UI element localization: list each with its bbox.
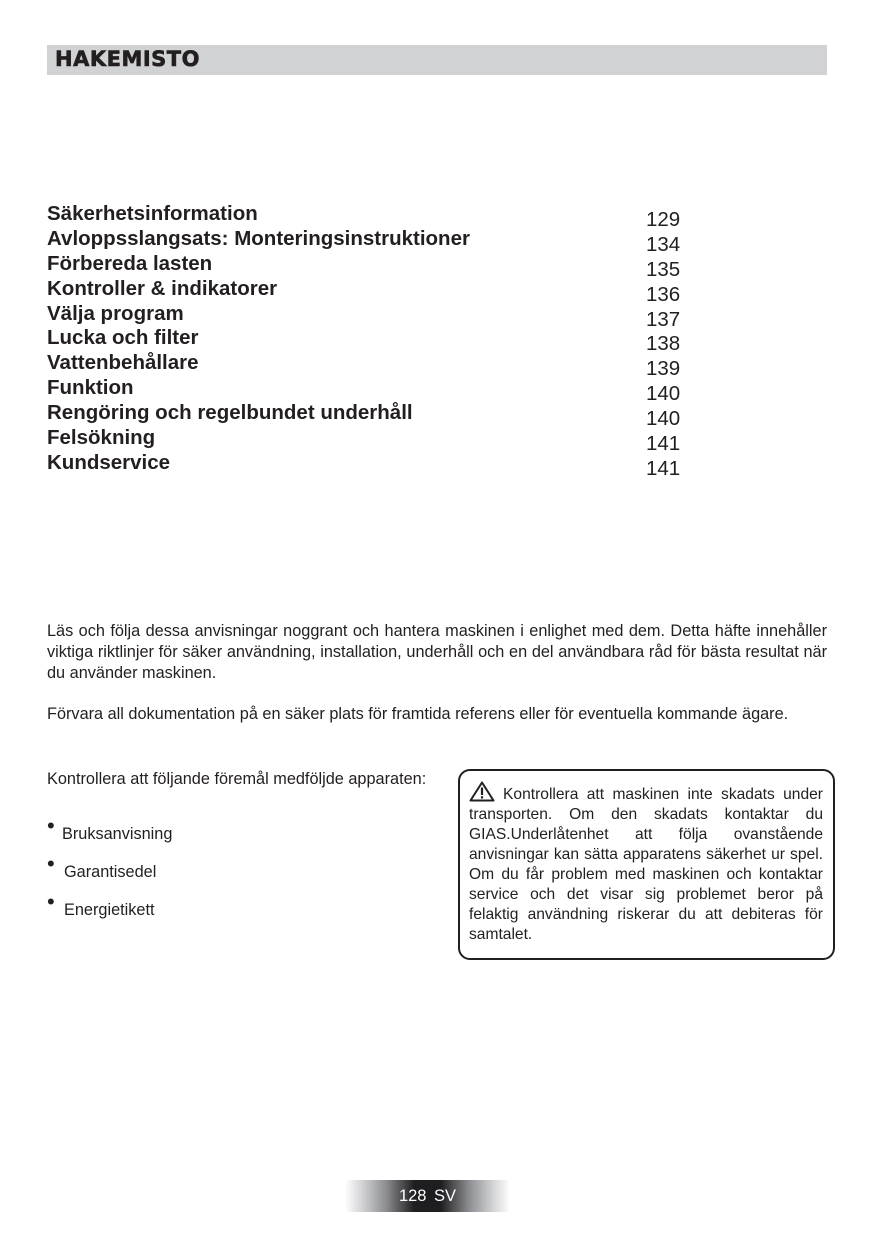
toc-entry-title: Lucka och filter [47, 326, 199, 350]
toc-row[interactable] [47, 450, 747, 480]
toc-entry-page: 141 [646, 456, 681, 480]
list-item [47, 813, 427, 859]
toc-entry-title: Förbereda lasten [47, 251, 213, 275]
table-of-contents [47, 202, 747, 480]
toc-entry-title: Avloppsslangsats: Monteringsinstruktioner [47, 226, 470, 250]
toc-entry-page: 129 [646, 208, 681, 231]
section-header-bar [47, 45, 827, 75]
toc-row[interactable] [47, 326, 747, 356]
toc-row[interactable] [47, 401, 747, 431]
warning-text: Kontrollera att maskinen inte skadats under transporten. Om den skadats kontaktar du GIAS.Underlåtenhet att följa ovanstående anvisningar kan sätta apparatens säkerhet ur spel. Om du får problem med maskinen och kontaktar service och det visar sig problemet beror på felaktig användning riskerar du att debiteras för samtalet. [469, 786, 823, 943]
toc-row[interactable] [47, 226, 747, 256]
toc-entry-title: Funktion [47, 376, 134, 400]
toc-entry-title: Kontroller & indikatorer [47, 276, 278, 300]
toc-entry-title: Rengöring och regelbundet underhåll [47, 401, 413, 425]
list-item [47, 889, 427, 935]
page-number-tab [345, 1180, 510, 1212]
toc-row[interactable] [47, 376, 747, 406]
checklist-intro: Kontrollera att följande föremål medföljde apparaten: [47, 770, 427, 788]
toc-row[interactable] [47, 301, 747, 331]
toc-entry-page: 141 [646, 432, 681, 456]
toc-entry-title: Kundservice [47, 450, 171, 474]
toc-entry-page: 139 [646, 357, 681, 381]
list-item-label: Bruksanvisning [62, 825, 173, 843]
toc-entry-page: 136 [646, 282, 681, 306]
page-number: 128 SV [398, 1187, 457, 1205]
toc-entry-page: 137 [646, 307, 681, 331]
warning-box [458, 769, 835, 960]
warning-triangle-icon [469, 781, 495, 802]
list-item [47, 851, 427, 897]
toc-entry-page: 140 [646, 382, 681, 406]
list-item-label: Garantisedel [64, 863, 157, 881]
toc-entry-page: 138 [646, 332, 681, 356]
toc-row[interactable] [47, 276, 747, 306]
toc-entry-page: 140 [646, 407, 681, 431]
storage-paragraph: Förvara all dokumentation på en säker plats för framtida referens eller för eventuella kommande ägare. [47, 705, 789, 723]
toc-row[interactable] [47, 426, 747, 456]
toc-entry-title: Vattenbehållare [47, 351, 199, 375]
page-title: HAKEMISTO [55, 47, 200, 71]
intro-paragraph: Läs och följa dessa anvisningar noggrant och hantera maskinen i enlighet med dem. Detta häfte innehåller viktiga riktlinjer för säker användning, installation, underhåll och en del användbara råd för bästa resultat när du använder maskinen. [47, 622, 827, 682]
toc-row[interactable] [47, 351, 747, 381]
bullet: • [47, 851, 55, 876]
bullet: • [47, 889, 55, 914]
toc-row[interactable] [47, 202, 747, 231]
warning-paragraph [469, 781, 823, 945]
toc-entry-title: Säkerhetsinformation [47, 202, 258, 225]
toc-row[interactable] [47, 251, 747, 281]
toc-entry-title: Välja program [47, 301, 184, 325]
checklist-items [47, 813, 427, 935]
bullet: • [47, 813, 55, 838]
toc-entry-title: Felsökning [47, 426, 156, 450]
toc-entry-page: 135 [646, 257, 681, 281]
toc-entry-page: 134 [646, 232, 681, 256]
list-item-label: Energietikett [64, 901, 155, 919]
